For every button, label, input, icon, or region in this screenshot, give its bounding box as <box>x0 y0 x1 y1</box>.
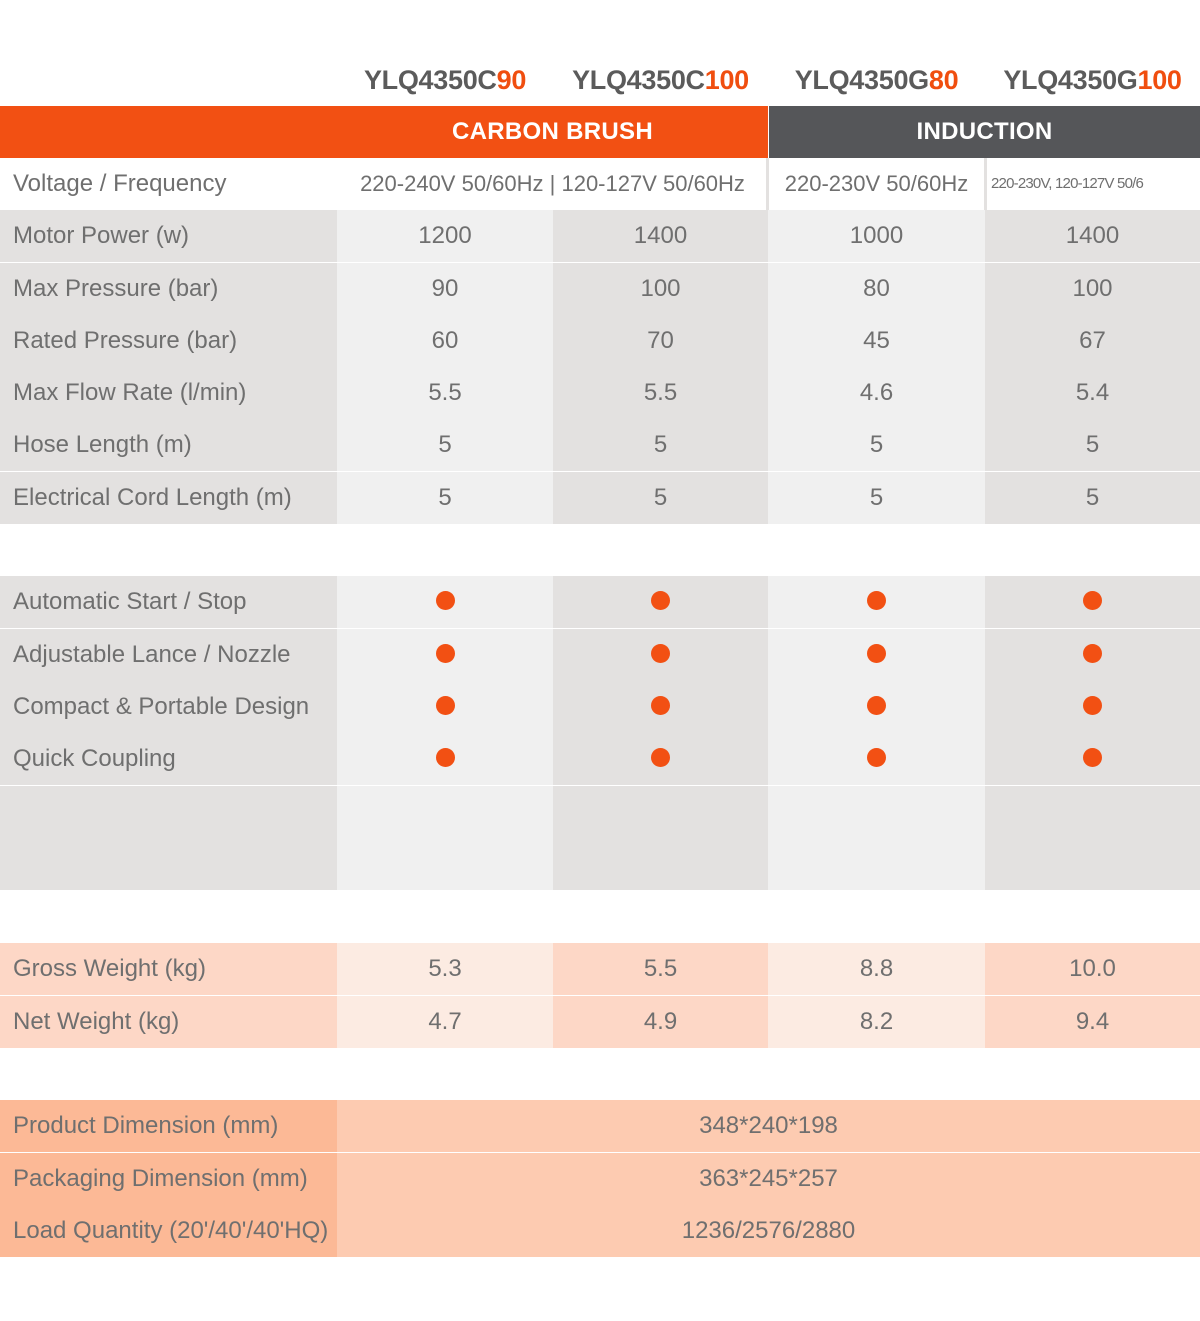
feature-dot-icon <box>1083 644 1102 663</box>
table-cell: 5 <box>553 419 768 471</box>
table-cell: 5 <box>985 419 1200 471</box>
table-cell: 5 <box>985 472 1200 524</box>
table-cell: 80 <box>768 263 985 315</box>
model-suffix: 90 <box>496 65 527 95</box>
table-row <box>0 1205 1200 1257</box>
row-label <box>0 838 337 890</box>
table-cell: 1200 <box>337 210 553 262</box>
table-cell: 4.7 <box>337 996 553 1048</box>
table-row <box>0 1153 1200 1206</box>
model-suffix: 80 <box>928 65 959 95</box>
table-cell: 4.6 <box>768 367 985 419</box>
row-label: Max Flow Rate (l/min) <box>0 367 337 419</box>
table-cell: 90 <box>337 263 553 315</box>
row-label: Adjustable Lance / Nozzle <box>0 629 337 681</box>
feature-dot-icon <box>1083 748 1102 767</box>
model-header <box>0 52 1200 104</box>
table-row <box>0 943 1200 996</box>
row-label: Packaging Dimension (mm) <box>0 1153 337 1205</box>
table-cell <box>768 838 985 890</box>
table-cell: 5 <box>553 472 768 524</box>
table-row <box>0 996 1200 1048</box>
table-cell: 1400 <box>985 210 1200 262</box>
model-base: YLQ4350C <box>572 65 705 95</box>
table-cell: 10.0 <box>985 943 1200 995</box>
table-cell: 363*245*257 <box>337 1153 1200 1205</box>
table-cell <box>553 629 768 681</box>
table-cell <box>553 786 768 838</box>
row-label: Voltage / Frequency <box>13 170 227 197</box>
table-cell: 5.5 <box>337 367 553 419</box>
row-label: Max Pressure (bar) <box>0 263 337 315</box>
row-label: Quick Coupling <box>0 733 337 785</box>
voltage-carbon: 220-240V 50/60Hz | 120-127V 50/60Hz <box>360 171 745 196</box>
table-cell: 70 <box>553 315 768 367</box>
table-cell: 5.5 <box>553 367 768 419</box>
table-cell <box>985 681 1200 733</box>
feature-dot-icon <box>867 748 886 767</box>
row-label: Motor Power (w) <box>0 210 337 262</box>
table-row <box>0 367 1200 420</box>
table-row <box>0 1100 1200 1153</box>
table-cell: 100 <box>553 263 768 315</box>
feature-dot-icon <box>651 748 670 767</box>
table-cell <box>768 629 985 681</box>
model-name-4 <box>985 52 1200 104</box>
table-row <box>0 263 1200 316</box>
category-label: CARBON BRUSH <box>452 118 653 145</box>
table-cell: 4.9 <box>553 996 768 1048</box>
feature-dot-icon <box>436 591 455 610</box>
table-cell <box>337 629 553 681</box>
table-row <box>0 472 1200 524</box>
table-cell <box>337 576 553 628</box>
category-induction <box>769 106 1200 158</box>
table-cell: 1000 <box>768 210 985 262</box>
feature-dot-icon <box>651 591 670 610</box>
table-row <box>0 733 1200 786</box>
feature-dot-icon <box>867 696 886 715</box>
category-label: INDUCTION <box>916 118 1053 145</box>
row-label <box>0 786 337 838</box>
table-cell <box>985 733 1200 785</box>
voltage-row <box>0 158 1200 210</box>
table-cell <box>768 576 985 628</box>
table-cell <box>553 838 768 890</box>
table-row <box>0 629 1200 682</box>
table-cell: 5 <box>337 419 553 471</box>
table-row-empty <box>0 786 1200 839</box>
table-cell <box>985 629 1200 681</box>
table-row <box>0 576 1200 629</box>
table-cell <box>553 681 768 733</box>
table-row-empty <box>0 838 1200 890</box>
table-cell: 5 <box>337 472 553 524</box>
voltage-induction-100: 220-230V, 120-127V 50/6 <box>991 175 1144 192</box>
table-row <box>0 315 1200 368</box>
table-cell <box>985 838 1200 890</box>
table-cell: 8.8 <box>768 943 985 995</box>
feature-dot-icon <box>651 644 670 663</box>
feature-dot-icon <box>867 591 886 610</box>
row-label: Net Weight (kg) <box>0 996 337 1048</box>
table-cell: 45 <box>768 315 985 367</box>
row-label: Compact & Portable Design <box>0 681 337 733</box>
row-label: Rated Pressure (bar) <box>0 315 337 367</box>
row-label: Load Quantity (20'/40'/40'HQ) <box>0 1205 337 1257</box>
table-cell: 5.4 <box>985 367 1200 419</box>
table-row <box>0 681 1200 734</box>
feature-dot-icon <box>436 644 455 663</box>
table-cell: 9.4 <box>985 996 1200 1048</box>
table-cell <box>985 786 1200 838</box>
table-cell: 5 <box>768 419 985 471</box>
row-label: Electrical Cord Length (m) <box>0 472 337 524</box>
row-label: Product Dimension (mm) <box>0 1100 337 1152</box>
table-cell <box>768 681 985 733</box>
table-cell <box>768 733 985 785</box>
model-name-3 <box>768 52 985 104</box>
table-cell <box>337 733 553 785</box>
model-suffix: 100 <box>704 65 749 95</box>
table-cell <box>553 733 768 785</box>
table-cell: 1400 <box>553 210 768 262</box>
feature-dot-icon <box>1083 696 1102 715</box>
feature-dot-icon <box>651 696 670 715</box>
table-cell: 67 <box>985 315 1200 367</box>
table-cell: 5 <box>768 472 985 524</box>
table-row <box>0 419 1200 472</box>
table-cell: 1236/2576/2880 <box>337 1205 1200 1257</box>
column-divider <box>766 158 769 210</box>
table-cell <box>985 576 1200 628</box>
model-base: YLQ4350C <box>363 65 497 95</box>
table-row <box>0 210 1200 263</box>
table-cell <box>768 786 985 838</box>
row-label: Gross Weight (kg) <box>0 943 337 995</box>
table-cell <box>337 838 553 890</box>
model-base: YLQ4350G <box>1003 65 1138 95</box>
row-label: Automatic Start / Stop <box>0 576 337 628</box>
feature-dot-icon <box>1083 591 1102 610</box>
table-cell: 100 <box>985 263 1200 315</box>
feature-dot-icon <box>867 644 886 663</box>
feature-dot-icon <box>436 748 455 767</box>
row-label: Hose Length (m) <box>0 419 337 471</box>
table-cell: 348*240*198 <box>337 1100 1200 1152</box>
table-cell <box>337 681 553 733</box>
model-name-1 <box>337 52 553 104</box>
table-cell: 60 <box>337 315 553 367</box>
model-base: YLQ4350G <box>794 65 929 95</box>
table-cell: 5.3 <box>337 943 553 995</box>
table-cell <box>337 786 553 838</box>
category-carbon-brush <box>0 106 768 158</box>
table-cell <box>553 576 768 628</box>
feature-dot-icon <box>436 696 455 715</box>
table-cell: 5.5 <box>553 943 768 995</box>
column-divider <box>984 158 987 210</box>
voltage-induction-80: 220-230V 50/60Hz <box>784 171 969 196</box>
model-suffix: 100 <box>1137 65 1182 95</box>
model-name-2 <box>553 52 768 104</box>
table-cell: 8.2 <box>768 996 985 1048</box>
